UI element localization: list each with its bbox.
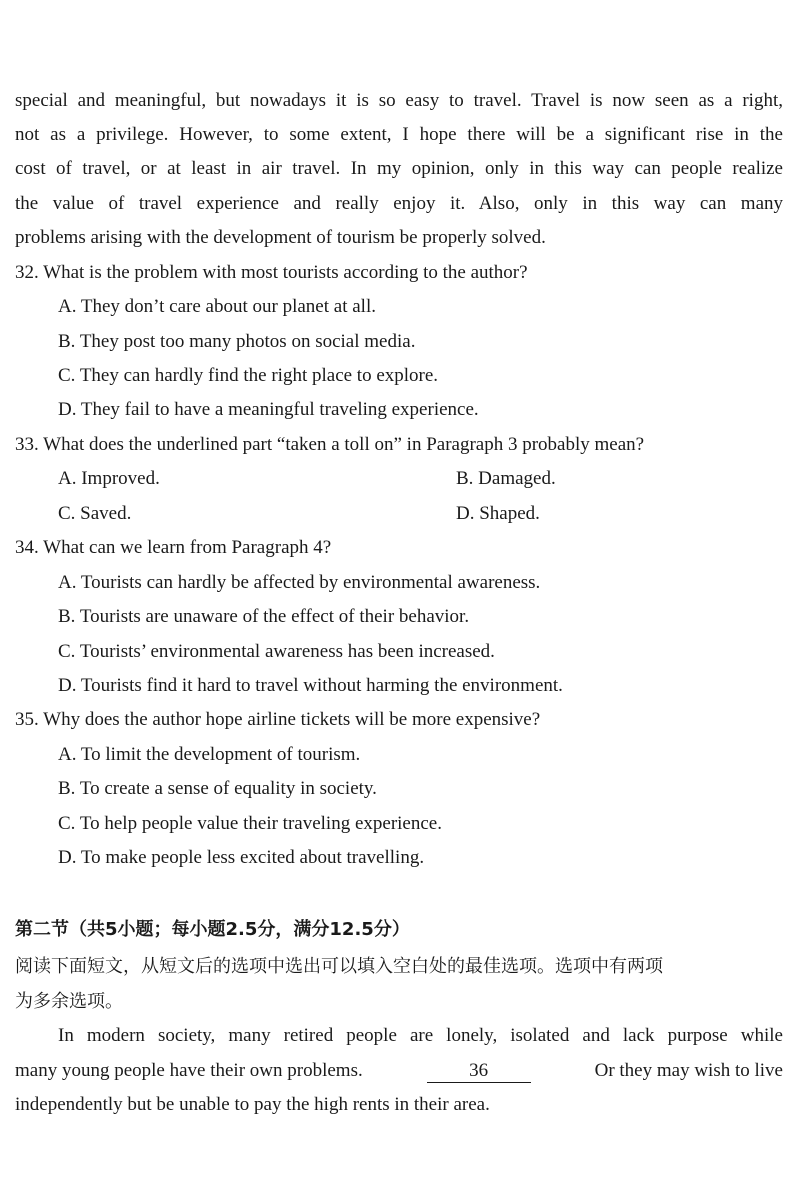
question-34-option-c: C. Tourists’ environmental awareness has been increased. <box>58 641 495 662</box>
question-34-stem: 34. What can we learn from Paragraph 4? <box>15 537 332 558</box>
section-2-heading: 第二节（共5小题；每小题2.5分，满分12.5分） <box>15 919 410 940</box>
passage-line: special and meaningful, but nowadays it is so easy to travel. Travel is now seen as a right, <box>15 90 783 111</box>
passage-line: the value of travel experience and really enjoy it. Also, only in this way can many <box>15 193 783 214</box>
passage-line: not as a privilege. However, to some extent, I hope there will be a significant rise in the <box>15 124 783 145</box>
passage-fragment: many young people have their own problems. <box>15 1060 363 1081</box>
question-34-option-d: D. Tourists find it hard to travel without harming the environment. <box>58 675 563 696</box>
question-33-option-b: B. Damaged. <box>456 468 556 489</box>
passage-line: problems arising with the development of tourism be properly solved. <box>15 227 546 248</box>
question-35-option-d: D. To make people less excited about travelling. <box>58 847 425 868</box>
passage-line-with-blank <box>15 1054 783 1088</box>
question-34-option-b: B. Tourists are unaware of the effect of their behavior. <box>58 606 470 627</box>
blank-36: 36 <box>427 1060 531 1083</box>
section-2-instructions: 阅读下面短文，从短文后的选项中选出可以填入空白处的最佳选项。选项中有两项 <box>15 956 663 977</box>
section-2-instructions: 为多余选项。 <box>15 991 123 1012</box>
question-32-option-a: A. They don’t care about our planet at all. <box>58 296 376 317</box>
passage-line: independently but be unable to pay the high rents in their area. <box>15 1094 490 1115</box>
question-33-stem: 33. What does the underlined part “taken a toll on” in Paragraph 3 probably mean? <box>15 434 645 455</box>
question-34-option-a: A. Tourists can hardly be affected by environmental awareness. <box>58 572 541 593</box>
passage-fragment: Or they may wish to live <box>594 1060 783 1081</box>
question-32-stem: 32. What is the problem with most tourists according to the author? <box>15 262 528 283</box>
question-35-option-b: B. To create a sense of equality in society. <box>58 778 377 799</box>
passage-line: cost of travel, or at least in air travel. In my opinion, only in this way can people realize <box>15 158 783 179</box>
question-32-option-d: D. They fail to have a meaningful traveling experience. <box>58 399 479 420</box>
question-35-option-c: C. To help people value their traveling experience. <box>58 813 442 834</box>
question-33-option-d: D. Shaped. <box>456 503 540 524</box>
question-35-option-a: A. To limit the development of tourism. <box>58 744 361 765</box>
passage-line: In modern society, many retired people are lonely, isolated and lack purpose while <box>58 1025 783 1046</box>
question-33-option-c: C. Saved. <box>58 503 132 524</box>
question-32-option-b: B. They post too many photos on social media. <box>58 331 416 352</box>
question-35-stem: 35. Why does the author hope airline tickets will be more expensive? <box>15 709 541 730</box>
question-33-option-a: A. Improved. <box>58 468 160 489</box>
question-32-option-c: C. They can hardly find the right place to explore. <box>58 365 439 386</box>
